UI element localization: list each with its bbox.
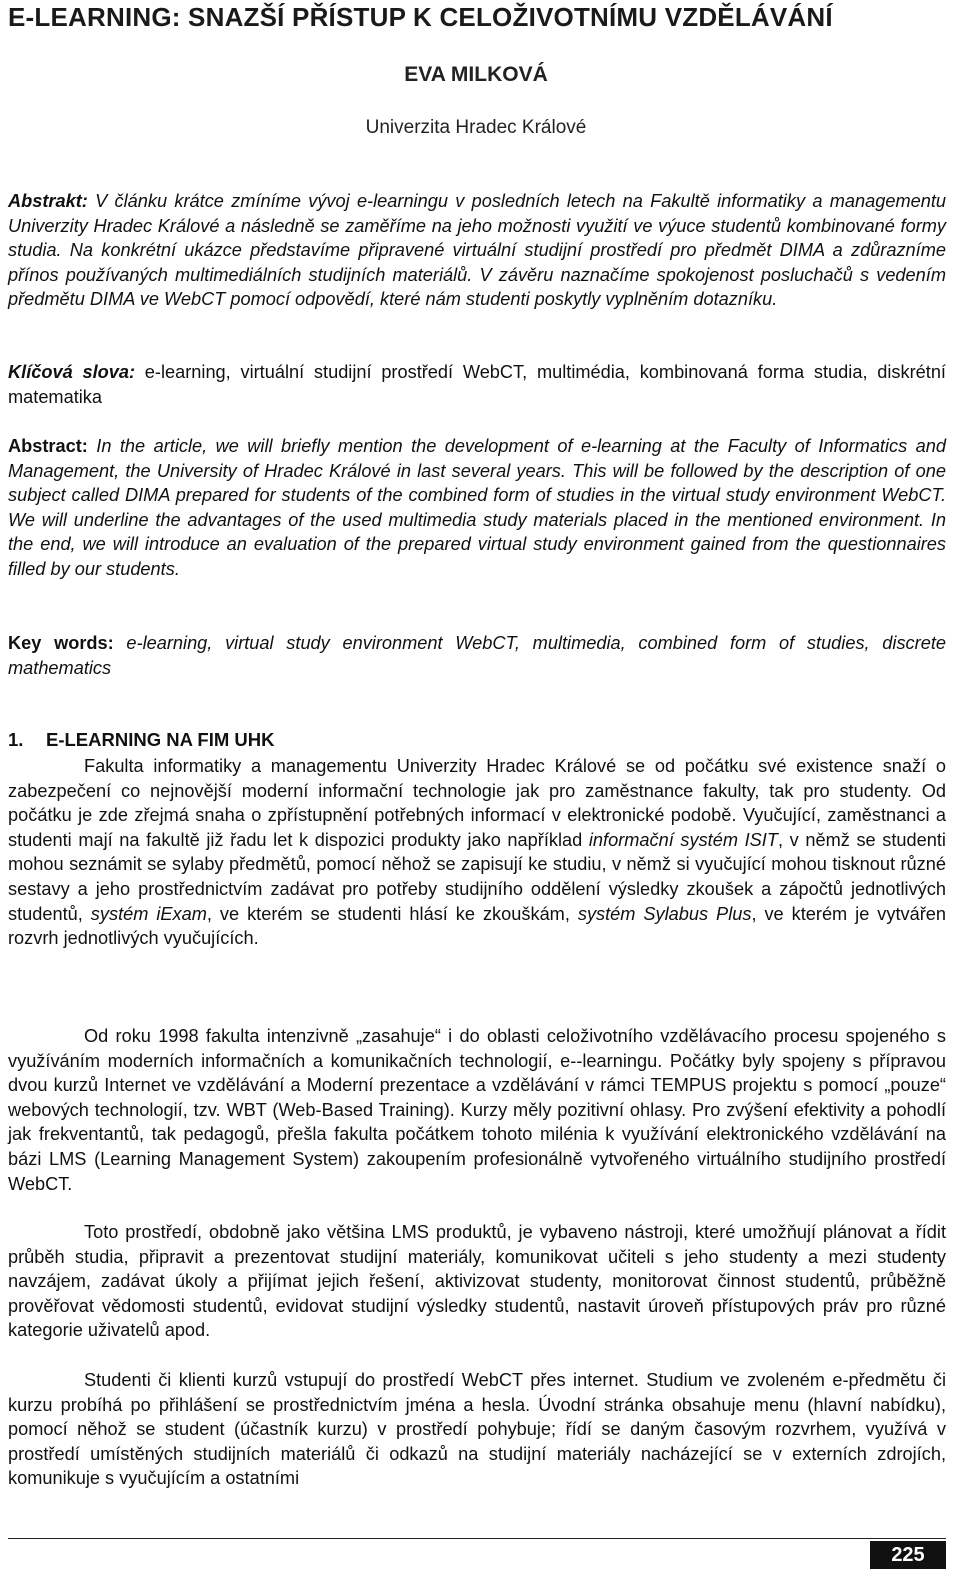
section-number: 1.	[8, 729, 24, 750]
keywords-english-label: Key words:	[8, 633, 114, 653]
footer-divider	[8, 1538, 946, 1539]
keywords-czech-text: e-learning, virtuální studijní prostředí WebCT, multimédia, kombinovaná forma studia, diskrétní matematika	[8, 362, 946, 407]
paragraph-3: Toto prostředí, obdobně jako většina LMS produktů, je vybaveno nástroji, které umožňují plánovat a řídit průběh studia, připravit a prezentovat studijní materiály, komunikovat učiteli s jeho studenty a mezi studenty navzájem, zadávat úkoly a přijímat jejich řešení, aktivizovat studenty, monitorovat činnost studentů, průběžně prověřovat vědomosti studentů, evidovat studijní výsledky studentů, nastavit úroveň přístupových práv pro různé kategorie uživatelů apod.	[8, 1222, 946, 1341]
paragraph-1-part-c: , ve kterém se studenti hlásí ke zkouškám,	[206, 903, 578, 924]
paragraph-1-italic-isit: informační systém ISIT	[588, 829, 778, 850]
abstract-english	[8, 434, 946, 582]
affiliation: Univerzita Hradec Králové	[365, 117, 587, 138]
keywords-czech	[8, 360, 946, 409]
paragraph-1-italic-sylabus: systém Sylabus Plus	[577, 903, 752, 924]
abstract-czech-label: Abstrakt:	[8, 191, 88, 211]
keywords-czech-label: Klíčová slova:	[8, 362, 136, 382]
paragraph-1-part-a: Fakulta informatiky a managementu Univerzity Hradec Králové se od počátku své existence snaží o zabezpečení co nejnovější moderní informační technologie jak pro zaměstnance fakulty, tak pro studenty. Od počátku je zde zřejmá snaha o zpřístupnění potřebných informací v elektronické podobě. Vyučující, zaměstnanci a studenti mají na fakultě již řadu let k dispozici produkty jako například	[8, 756, 946, 850]
section-title: E-LEARNING NA FIM UHK	[46, 729, 275, 750]
paper-title: E-LEARNING: SNAZŠÍ PŘÍSTUP K CELOŽIVOTNÍMU VZDĚLÁVÁNÍ	[8, 2, 833, 32]
page-number: 225	[870, 1541, 946, 1569]
paragraph-1-italic-iexam: systém iExam	[90, 903, 207, 924]
paragraph-2: Od roku 1998 fakulta intenzivně „zasahuje“ i do oblasti celoživotního vzdělávacího procesu spojeného s využíváním moderních informačních a komunikačních technologií, e--learningu. Počátky byly spojeny s přípravou dvou kurzů Internet ve vzdělávání a Moderní prezentace a vzdělávání v rámci TEMPUS projektu s pomocí „pouze“ webových technologií, tzv. WBT (Web-Based Training). Kurzy měly pozitivní ohlasy. Pro zvýšení efektivity a pohodlí jak frekventantů, tak pedagogů, přešla fakulta počátkem tohoto milénia k využívání elektronického vzdělávání na bázi LMS (Learning Management System) zakoupením profesionálně vytvořeného virtuálního studijního prostředí WebCT.	[8, 1026, 946, 1194]
author-name: EVA MILKOVÁ	[404, 63, 548, 86]
paragraph-1	[8, 754, 946, 951]
paragraph-1-part-d: , ve kterém je vytvářen rozvrh jednotlivých vyučujících.	[8, 903, 947, 949]
abstract-english-text: In the article, we will briefly mention the development of e-learning at the Faculty of Informatics and Management, the University of Hradec Králové in last several years. This will be followed by the description of one subject called DIMA prepared for students of the combined form of studies in the virtual study environment WebCT. We will underline the advantages of the used multimedia study materials placed in the mentioned environment. In the end, we will introduce an evaluation of the prepared virtual study environment gained from the questionnaires filled by our students.	[8, 436, 946, 579]
abstract-czech-text: V článku krátce zmíníme vývoj e-learningu v posledních letech na Fakultě informatiky a managementu Univerzity Hradec Králové a následně se zaměříme na jeho možnosti využití ve výuce studentů kombinované formy studia. Na konkrétní ukázce představíme připravené virtuální studijní prostředí pro předmět DIMA a zdůrazníme přínos používaných multimediálních studijních materiálů. V závěru naznačíme spokojenost posluchačů s vedením předmětu DIMA ve WebCT pomocí odpovědí, které nám studenti poskytly vyplněním dotazníku.	[8, 191, 946, 310]
section-heading	[8, 729, 275, 751]
abstract-english-label: Abstract:	[8, 436, 88, 456]
paragraph-1-part-b: , v němž se studenti mohou seznámit se sylaby předmětů, pomocí něhož se zapisují ke studiu, v němž si vyučující mohou tisknout různé sestavy a jeho prostřednictvím zadávat pro potřeby studijního oddělení výsledky zkoušek a zápočtů jednotlivých studentů,	[8, 829, 946, 924]
abstract-czech	[8, 189, 946, 312]
keywords-english-text: e-learning, virtual study environment WebCT, multimedia, combined form of studies, discrete mathematics	[8, 633, 946, 678]
keywords-english	[8, 631, 946, 680]
paragraph-4: Studenti či klienti kurzů vstupují do prostředí WebCT přes internet. Studium ve zvoleném e-předmětu či kurzu probíhá po přihlášení se prostřednictvím jména a hesla. Úvodní stránka obsahuje menu (hlavní nabídku), pomocí něhož se student (účastník kurzu) v prostředí pohybuje; řídí se daným časovým rozvrhem, využívá v prostředí umístěných studijních materiálů či odkazů na studijní materiály nacházející se v externích zdrojích, komunikuje s vyučujícím a ostatními	[8, 1370, 946, 1489]
